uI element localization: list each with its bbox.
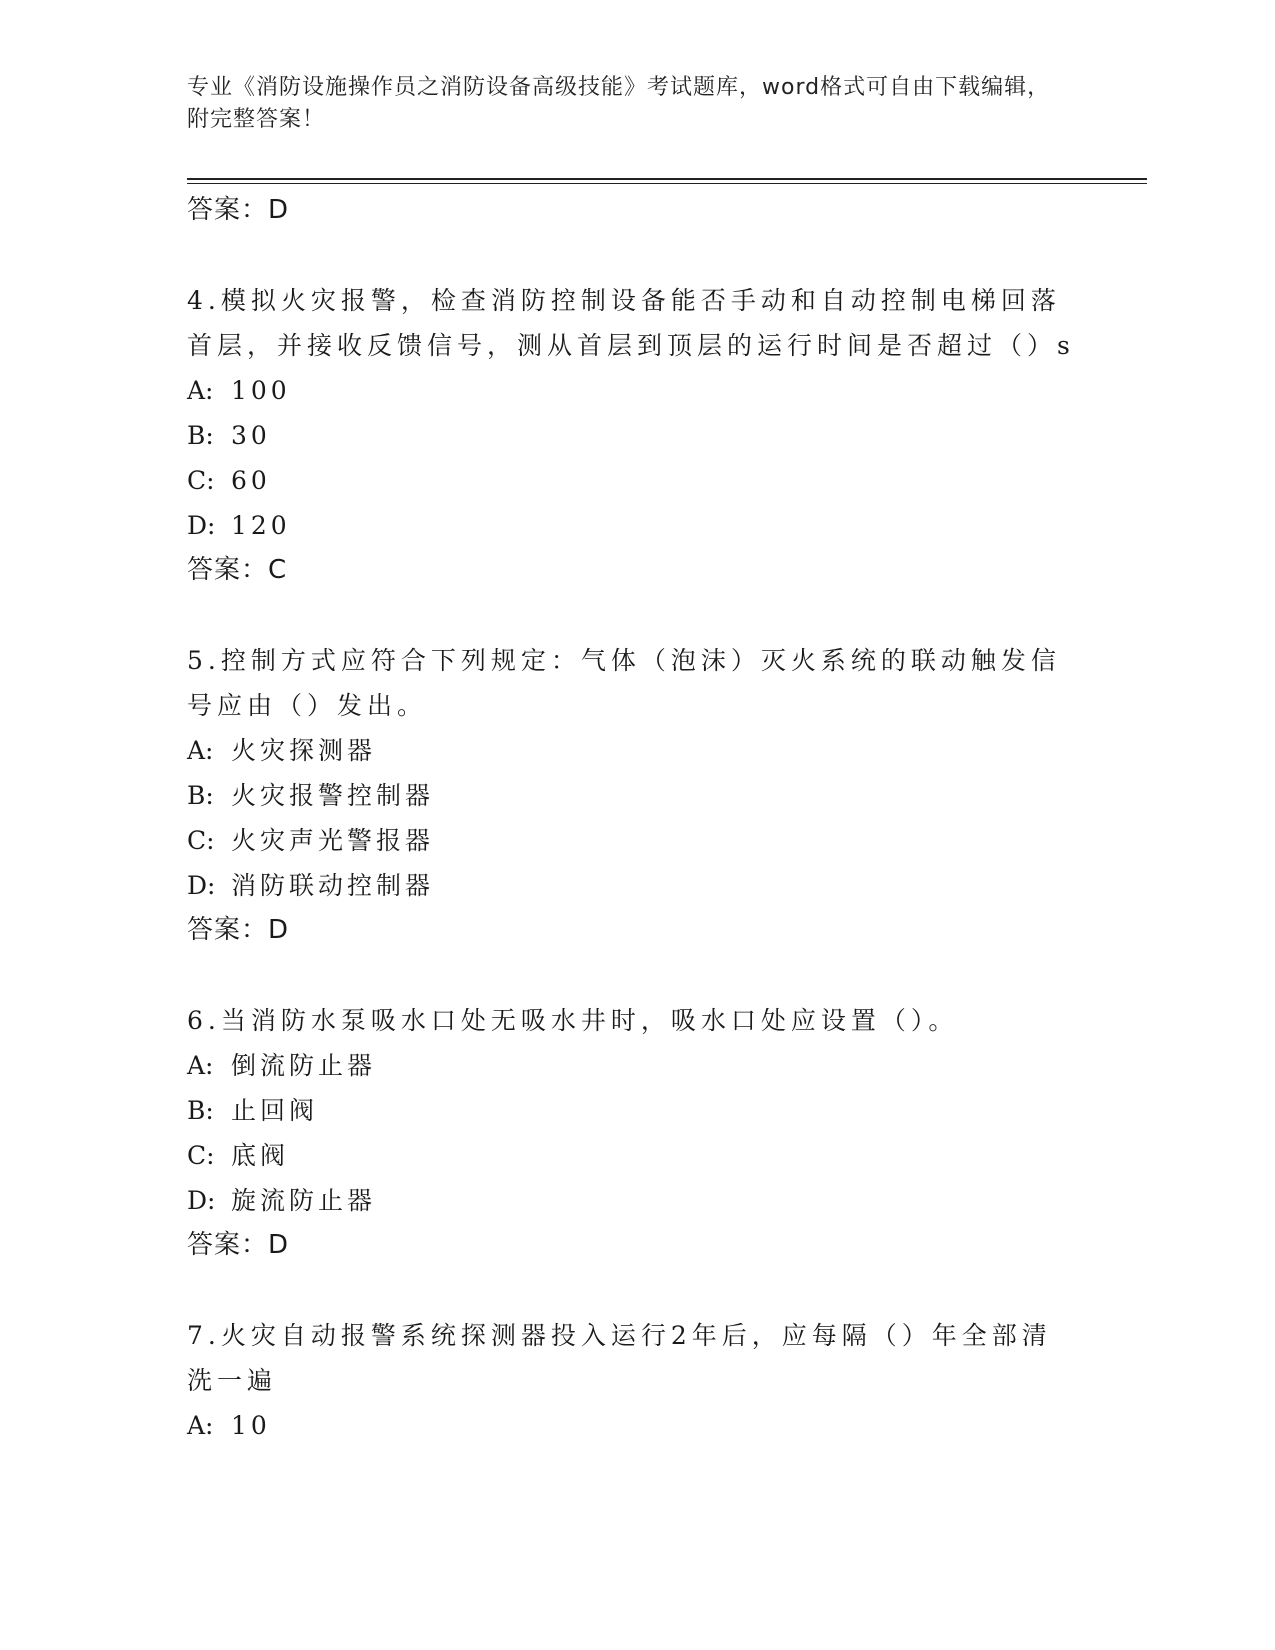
spacer [187,1268,1077,1313]
question-list [187,188,1077,1448]
option-a [187,368,1077,413]
spacer [187,953,1077,998]
answer-line: 答案：C [187,555,288,585]
option-letter: A: [187,736,214,765]
option-text: 止回阀 [231,1096,319,1125]
document-header: 专业《消防设施操作员之消防设备高级技能》考试题库，word格式可自由下载编辑，附完整答案！ [187,75,1051,132]
option-text: 倒流防止器 [231,1051,377,1080]
question-text: 7.火灾自动报警系统探测器投入运行2年后，应每隔（）年全部清洗一遍 [187,1321,1052,1395]
option-letter: B: [187,421,214,450]
option-letter: D: [187,511,216,540]
option-text: 100 [231,376,291,405]
option-text: 火灾声光警报器 [231,826,435,855]
option-letter: C: [187,826,215,855]
option-text: 消防联动控制器 [231,871,435,900]
option-a [187,728,1077,773]
option-letter: B: [187,781,214,810]
answer-line: 答案：D [187,1230,290,1260]
option-letter: C: [187,466,215,495]
option-d [187,863,1077,908]
option-text: 旋流防止器 [231,1186,377,1215]
option-a [187,1043,1077,1088]
option-letter: A: [187,1411,214,1440]
spacer [187,233,1077,278]
header-divider [187,178,1147,180]
option-b [187,773,1077,818]
option-b [187,1088,1077,1133]
option-a [187,1403,1077,1448]
option-text: 火灾报警控制器 [231,781,435,810]
option-d [187,1178,1077,1223]
answer-line: 答案：D [187,195,290,225]
option-d [187,503,1077,548]
option-letter: D: [187,871,216,900]
question-text: 5.控制方式应符合下列规定：气体（泡沫）灭火系统的联动触发信号应由（）发出。 [187,646,1061,720]
question-text: 4.模拟火灾报警，检查消防控制设备能否手动和自动控制电梯回落首层，并接收反馈信号，测从首层到顶层的运行时间是否超过（）s [187,286,1075,360]
option-c [187,458,1077,503]
option-letter: D: [187,1186,216,1215]
option-c [187,818,1077,863]
option-text: 30 [231,421,271,450]
option-c [187,1133,1077,1178]
option-letter: B: [187,1096,214,1125]
option-letter: C: [187,1141,215,1170]
question-text: 6.当消防水泵吸水口处无吸水井时，吸水口处应设置（）。 [187,1006,959,1035]
option-text: 120 [231,511,291,540]
option-text: 火灾探测器 [231,736,377,765]
option-letter: A: [187,376,214,405]
answer-line: 答案：D [187,915,290,945]
option-b [187,413,1077,458]
option-text: 60 [231,466,271,495]
header-divider-thin [187,183,1147,184]
spacer [187,593,1077,638]
option-letter: A: [187,1051,214,1080]
option-text: 底阀 [231,1141,290,1170]
option-text: 10 [231,1411,271,1440]
